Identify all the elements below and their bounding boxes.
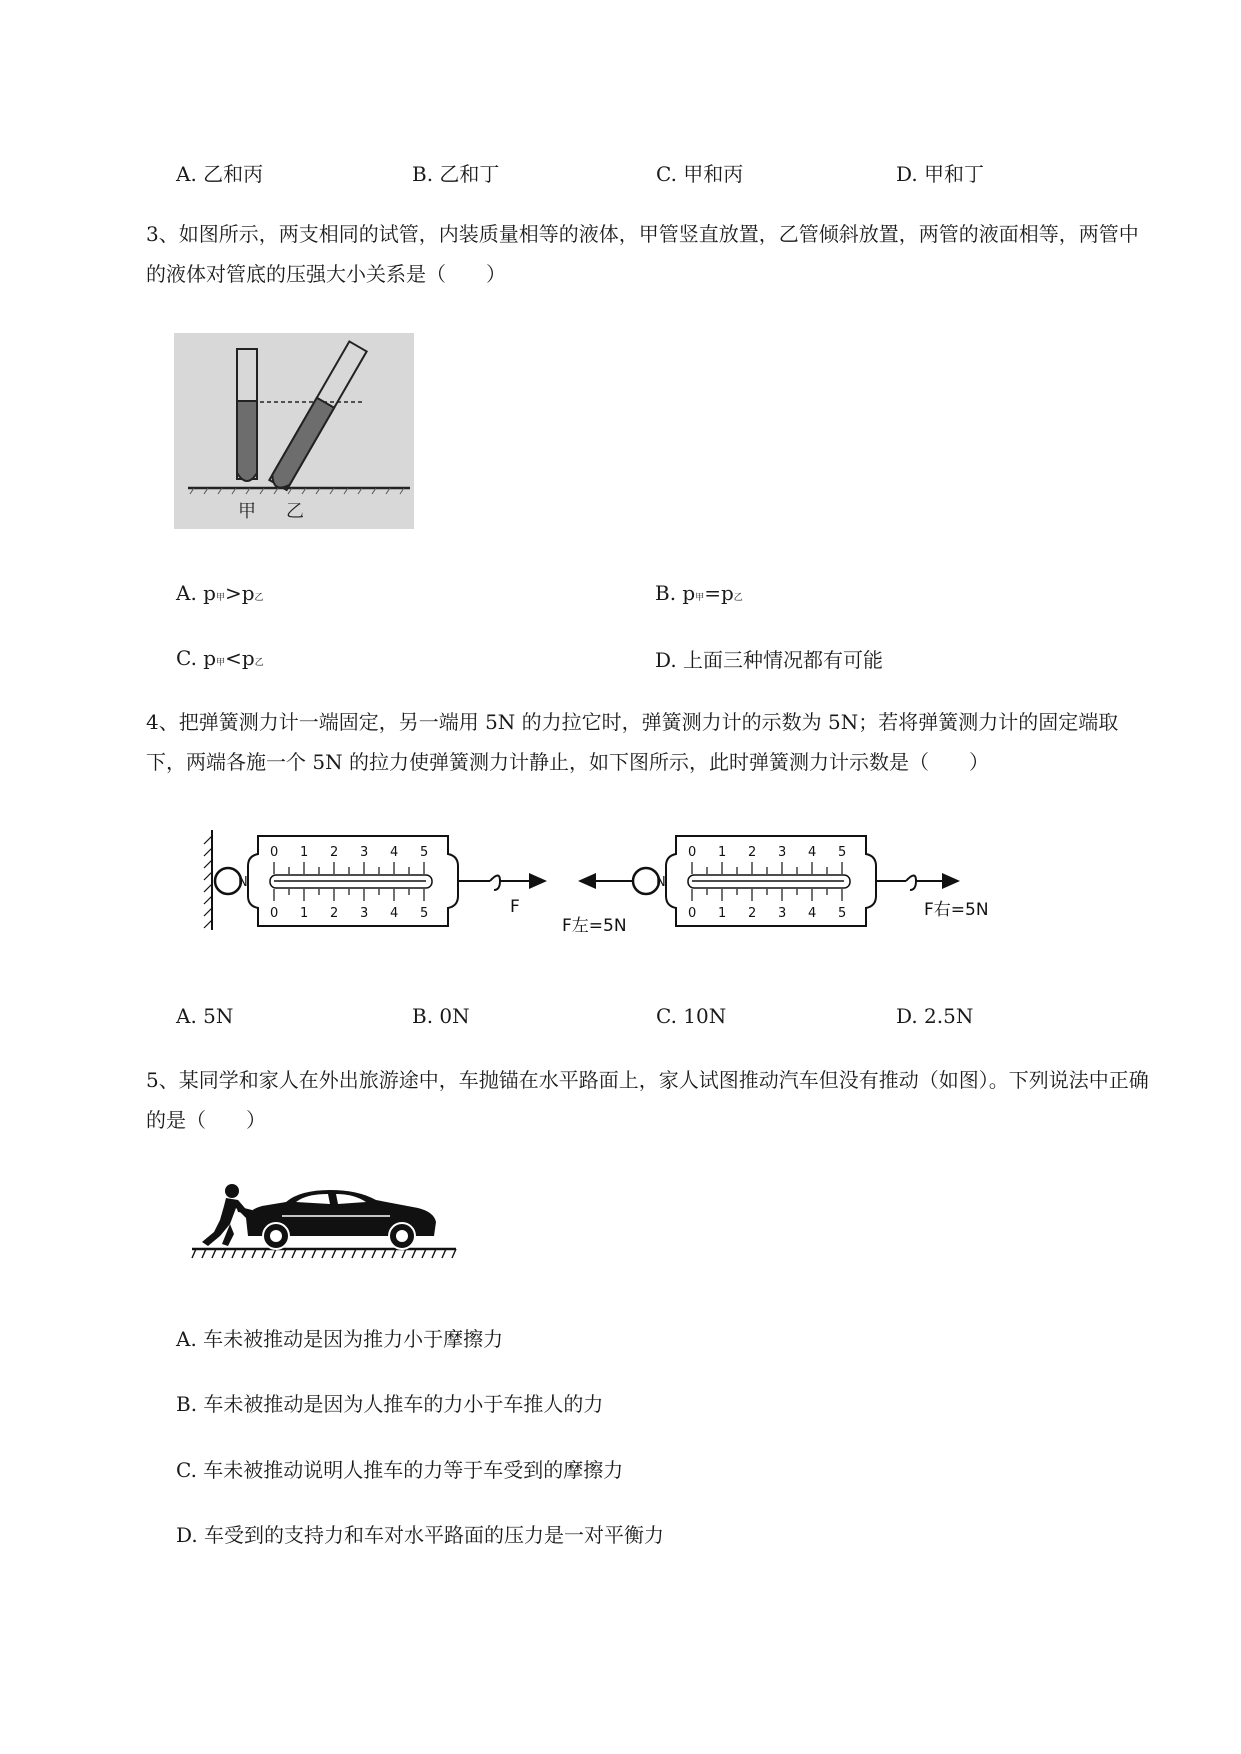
svg-text:1: 1 — [718, 906, 727, 921]
q3-text: 3、如图所示，两支相同的试管，内装质量相等的液体，甲管竖直放置，乙管倾斜放置，两管的液面相等，两管中的液体对管底的压强大小关系是（ ） — [146, 222, 1139, 286]
q4-option-c: C. 10N — [656, 1004, 727, 1028]
svg-text:5: 5 — [838, 845, 847, 860]
svg-text:4: 4 — [808, 906, 817, 921]
q4-option-a: A. 5N — [176, 1004, 234, 1028]
unit-label-left: N — [238, 875, 248, 890]
q3-label-jia: 甲 — [238, 501, 256, 522]
svg-text:3: 3 — [360, 906, 369, 921]
q2-option-d: D. 甲和丁 — [896, 162, 985, 186]
spring-scale-left — [215, 836, 545, 926]
q5-option-b: B. 车未被推动是因为人推车的力小于车推人的力 — [176, 1392, 604, 1416]
svg-text:0: 0 — [270, 906, 279, 921]
q5-text: 5、某同学和家人在外出旅游途中，车抛锚在水平路面上，家人试图推动汽车但没有推动（如图）。下列说法中正确的是（ ） — [146, 1068, 1149, 1132]
svg-text:1: 1 — [300, 906, 309, 921]
svg-text:5: 5 — [420, 906, 429, 921]
q3-test-tube-figure — [174, 333, 414, 529]
q4-spring-scale-figure — [200, 828, 1000, 938]
q5-option-a: A. 车未被推动是因为推力小于摩擦力 — [176, 1327, 504, 1351]
q3-option-a: A. p甲>p乙 — [176, 581, 264, 605]
svg-text:4: 4 — [808, 845, 817, 860]
q2-option-b: B. 乙和丁 — [412, 162, 500, 186]
svg-text:5: 5 — [420, 845, 429, 860]
person-silhouette — [202, 1184, 252, 1246]
q5-option-d: D. 车受到的支持力和车对水平路面的压力是一对平衡力 — [176, 1523, 665, 1547]
spring-scale-right — [580, 836, 989, 926]
svg-text:2: 2 — [748, 906, 757, 921]
svg-text:3: 3 — [778, 906, 787, 921]
q2-option-c: C. 甲和丙 — [656, 162, 744, 186]
q5-option-c: C. 车未被推动说明人推车的力等于车受到的摩擦力 — [176, 1458, 624, 1482]
svg-text:4: 4 — [390, 906, 399, 921]
q3-label-yi: 乙 — [286, 501, 304, 522]
svg-text:1: 1 — [300, 845, 309, 860]
svg-text:3: 3 — [778, 845, 787, 860]
q4-text: 4、把弹簧测力计一端固定，另一端用 5N 的力拉它时，弹簧测力计的示数为 5N；若将弹簧测力计的固定端取下，两端各施一个 5N 的拉力使弹簧测力计静止，如下图所示，此时弹簧测力计示数是（ ） — [146, 710, 1119, 774]
svg-text:2: 2 — [748, 845, 757, 860]
svg-text:0: 0 — [270, 845, 279, 860]
q3-option-c: C. p甲<p乙 — [176, 646, 264, 670]
svg-text:3: 3 — [360, 845, 369, 860]
force-right-label: F右=5N — [924, 900, 989, 920]
q5-car-push-figure — [190, 1182, 460, 1262]
force-left-label: F左=5N — [562, 916, 627, 936]
svg-text:0: 0 — [688, 906, 697, 921]
svg-text:5: 5 — [838, 906, 847, 921]
force-f-label: F — [510, 897, 520, 917]
svg-text:1: 1 — [718, 845, 727, 860]
q3-option-b: B. p甲=p乙 — [655, 581, 743, 605]
q4-option-b: B. 0N — [412, 1004, 470, 1028]
q4-option-d: D. 2.5N — [896, 1004, 974, 1028]
svg-text:0: 0 — [688, 845, 697, 860]
svg-text:2: 2 — [330, 906, 339, 921]
svg-text:4: 4 — [390, 845, 399, 860]
q2-option-a: A. 乙和丙 — [176, 162, 264, 186]
unit-label-right: N — [656, 875, 666, 890]
q3-option-d: D. 上面三种情况都有可能 — [655, 648, 884, 672]
svg-text:2: 2 — [330, 845, 339, 860]
car-silhouette — [246, 1190, 436, 1249]
